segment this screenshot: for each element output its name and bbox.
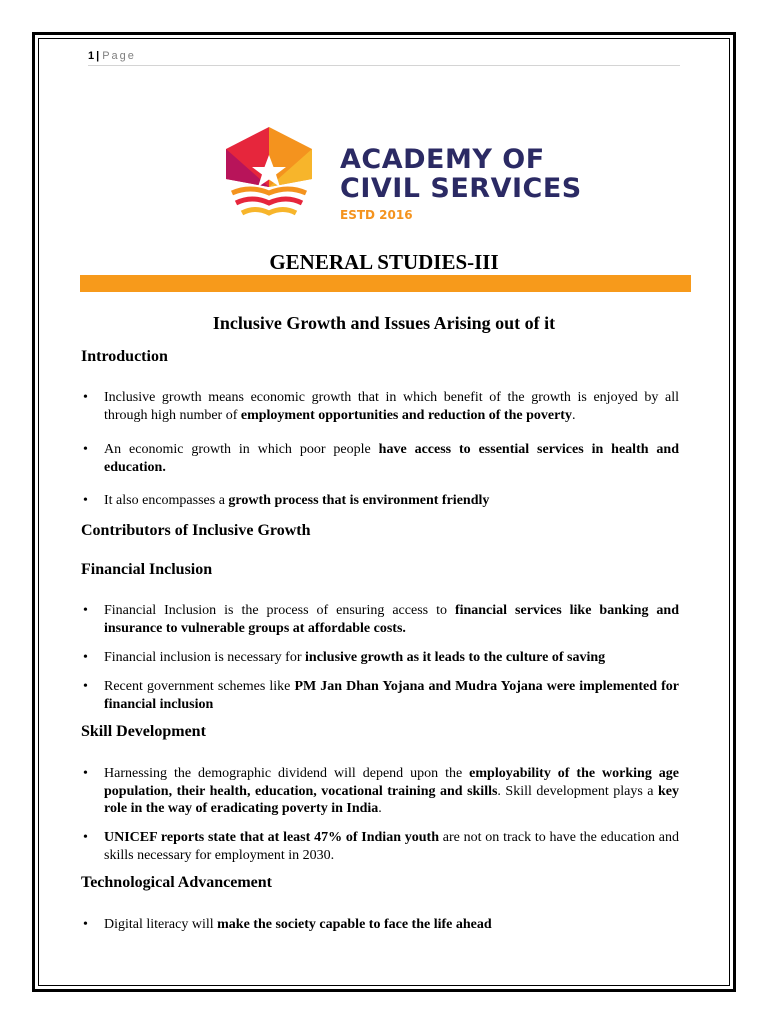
bullet-icon: • (83, 830, 88, 845)
page-number: 1 (88, 50, 95, 62)
list-item (83, 441, 679, 476)
bullet-emphasis: growth process that is environment friendly (228, 493, 490, 508)
bullet-emphasis: financial services like banking and insurance to vulnerable groups at affordable costs. (104, 603, 679, 636)
heading-introduction: Introduction (81, 348, 168, 365)
bullet-text: . (571, 407, 576, 423)
bullet-text: An economic growth in which poor people (104, 442, 379, 457)
bullet-icon: • (83, 390, 88, 405)
page-header-separator: | (96, 50, 100, 62)
bullet-icon: • (83, 679, 88, 694)
list-item (83, 602, 679, 637)
list-item (83, 916, 679, 934)
bullet-text: are not on track to have the education and skills necessary for employment in 2030. (104, 830, 680, 863)
page-label: Page (102, 50, 136, 62)
logo-established: ESTD 2016 (340, 208, 413, 222)
document-title: Inclusive Growth and Issues Arising out of it (212, 313, 556, 333)
bullet-icon: • (83, 917, 88, 932)
logo-line-2: CIVIL SERVICES (340, 173, 582, 204)
bullet-emphasis: make the society capable to face the life ahead (217, 917, 492, 932)
academy-logo-text (340, 145, 582, 225)
list-item (83, 765, 679, 818)
bullet-text: Digital literacy will (104, 917, 218, 932)
bullet-text: Financial inclusion is necessary for (104, 650, 306, 665)
bullet-emphasis: UNICEF reports state that at least 47% of Indian youth (104, 830, 439, 845)
bullet-text: Inclusive growth means economic growth that in which benefit of the growth is enjoyed by all through high number of (104, 390, 679, 423)
list-item (83, 829, 679, 864)
bullet-emphasis: employability of the working age population, their health, education, vocational training and skills (104, 766, 679, 799)
academy-logo-icon (218, 127, 320, 223)
bullet-text: . Skill development plays a (497, 783, 658, 799)
list-item (83, 649, 679, 667)
bullet-text: . (378, 801, 382, 816)
bullet-emphasis: inclusive growth as it leads to the culture of saving (305, 650, 606, 665)
bullet-icon: • (83, 766, 88, 781)
bullet-icon: • (83, 493, 88, 508)
accent-bar (80, 275, 691, 292)
bullet-emphasis: employment opportunities and reduction of the poverty (240, 407, 572, 423)
bullet-emphasis: have access to essential services in health and education. (104, 442, 680, 475)
bullet-text: Financial Inclusion is the process of ensuring access to (104, 603, 455, 618)
bullet-icon: • (83, 603, 88, 618)
bullet-emphasis: PM Jan Dhan Yojana and Mudra Yojana were implemented for financial inclusion (104, 679, 680, 712)
heading-financial-inclusion: Financial Inclusion (81, 561, 213, 578)
heading-skill-development: Skill Development (81, 723, 206, 740)
heading-technological-advancement: Technological Advancement (81, 874, 272, 891)
list-item (83, 678, 679, 713)
logo-line-1: ACADEMY OF (340, 144, 545, 175)
heading-contributors: Contributors of Inclusive Growth (81, 522, 311, 539)
bullet-text: It also encompasses a (104, 493, 229, 508)
paper-title: GENERAL STUDIES-III (269, 250, 499, 274)
bullet-text: Harnessing the demographic dividend will depend upon the (104, 766, 470, 781)
bullet-icon: • (83, 442, 88, 457)
bullet-text: Recent government schemes like (104, 679, 295, 694)
bullet-emphasis: key role in the way of eradicating poverty in India (104, 783, 679, 816)
list-item (83, 389, 679, 424)
page-header (88, 47, 680, 66)
bullet-icon: • (83, 650, 88, 665)
list-item (83, 492, 679, 510)
